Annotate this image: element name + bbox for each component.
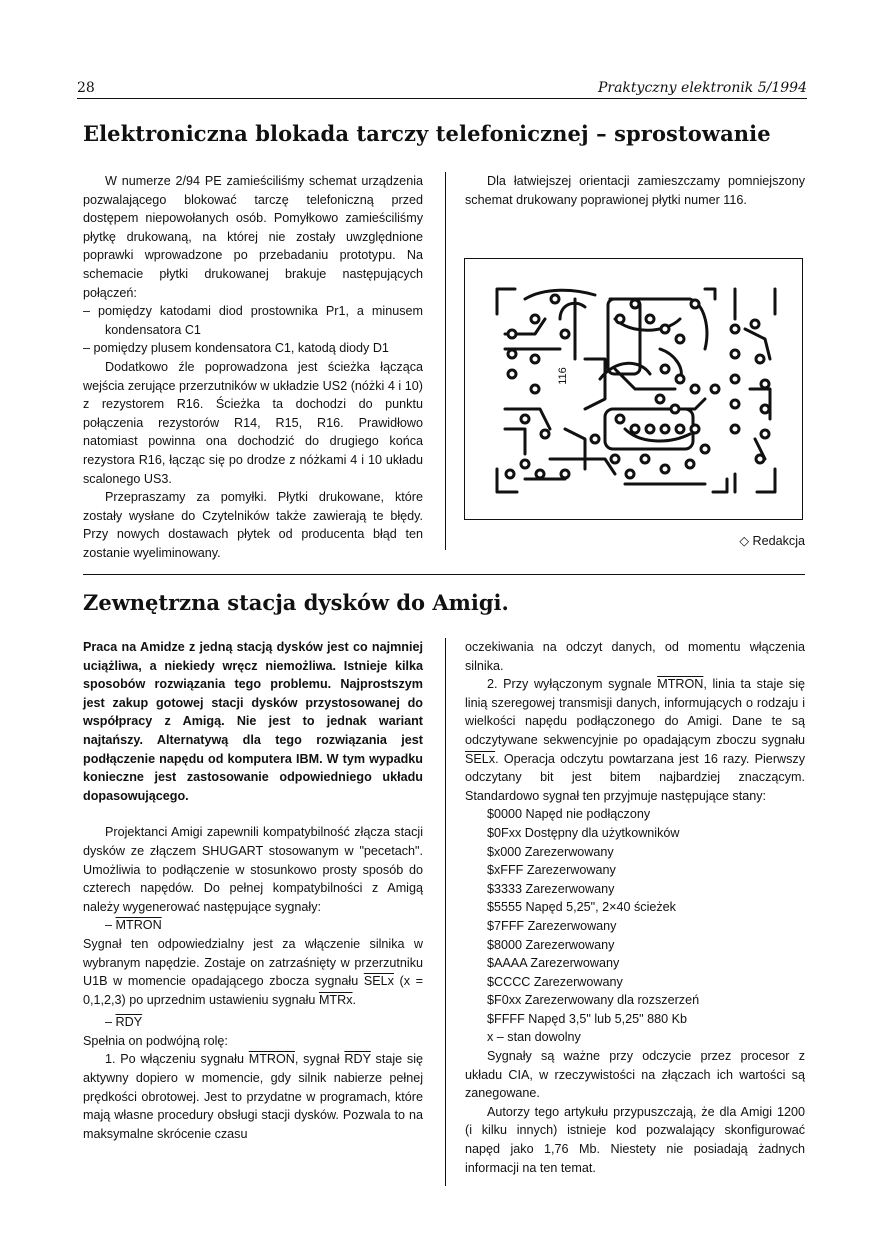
p4-rdy: $\overline{RDY}$ bbox=[344, 1052, 371, 1067]
article2-right-paragraph-1: oczekiwania na odczyt danych, od momentu włączenia silnika. bbox=[465, 640, 805, 673]
signal-mtron-heading bbox=[83, 916, 423, 935]
article2-paragraph-1: Projektanci Amigi zapewnili kompatybilność złącza stacji dysków ze złączem SHUGART stosowanym w "pecetach". Umożliwia to podłączenie w stosunkowo prosty sposób do czterech napędów. Do pełnej kompatybilności z Amigą należy wygenerować następujące sygnały: bbox=[83, 825, 423, 914]
article2-lead: Praca na Amidze z jedną stacją dysków jest co najmniej uciążliwa, a niekiedy wręcz niemożliwa. Istnieje kilka sposobów rozwiązania tego problemu. Najprostszym jest zakup gotowej stacji dysków przystosowanej do współpracy z Amigą. Nie jest to jednak wariant najtańszy. Alternatywą dla tego rozwiązania jest podłączenie napędu od komputera IBM. W tym wypadku konieczne jest zastosowanie odpowiedniego układu dopasowującego. bbox=[83, 640, 423, 803]
drive-code-list bbox=[465, 805, 805, 1047]
r2-text-a: 2. Przy wyłączonym sygnale bbox=[487, 677, 658, 692]
p2-text-b: (x = 0,1,2,3) po uprzednim ustawieniu sygnału bbox=[83, 974, 424, 1007]
signal-rdy-prefix: – bbox=[105, 1015, 116, 1030]
drive-code-item: $CCCC Zarezerwowany bbox=[487, 974, 623, 989]
article1-paragraph-3: Przepraszamy za pomyłki. Płytki drukowane, które zostały wysłane do Czytelników także zawierają te błędy. Przy nowych dostawach płytek od producenta błąd ten zostanie wyeliminowany. bbox=[83, 490, 423, 560]
p4-text-a: 1. Po włączeniu sygnału bbox=[105, 1052, 249, 1067]
page-number: 28 bbox=[77, 80, 95, 96]
r2-mtron: MTRON bbox=[657, 677, 704, 692]
p2-text-a: Sygnał ten odpowiedzialny jest za włączenie silnika w wybranym napędzie. Zostaje on zatrzaśnięty w przerzutniku U1B w momencie opadającego zbocza sygnału bbox=[83, 936, 423, 989]
drive-code-item: $0000 Napęd nie podłączony bbox=[487, 807, 651, 822]
article2-paragraph-4 bbox=[83, 1050, 423, 1143]
article1-title: Elektroniczna blokada tarczy telefonicznej – sprostowanie bbox=[83, 121, 771, 146]
pcb-layout-image bbox=[465, 259, 802, 519]
header-rule bbox=[77, 98, 807, 99]
drive-code-item: $7FFF Zarezerwowany bbox=[487, 918, 617, 933]
article2-right-paragraph-3: Sygnały są ważne przy odczycie przez procesor z układu CIA, w rzeczywistości na złączach ich wartości są zanegowane. bbox=[465, 1049, 805, 1101]
drive-code-item: $x000 Zarezerwowany bbox=[487, 844, 614, 859]
signal-rdy-name: $\overline{RDY}$ bbox=[115, 1015, 143, 1030]
article1-column-divider bbox=[445, 172, 446, 550]
signal-rdy-heading bbox=[83, 1013, 423, 1032]
pcb-figure bbox=[464, 258, 803, 520]
drive-code-item: $0Fxx Dostępny dla użytkowników bbox=[487, 825, 680, 840]
signal-mtron-name: MTRON bbox=[115, 918, 162, 933]
article2-title: Zewnętrzna stacja dysków do Amigi. bbox=[83, 590, 509, 615]
article1-intro: W numerze 2/94 PE zamieściliśmy schemat urządzenia pozwalającego blokować tarczę telefoniczną przed dostępem niepowołanych osób. Pomyłkowo zamieściliśmy płytkę drukowaną, na której nie zostały uwzględnione poprawki wprowadzone po przebadaniu prototypu. Na schemacie płytki drukowanej brakuje następujących połączeń: bbox=[83, 174, 423, 300]
p2-mtrx: MTRx bbox=[318, 992, 353, 1007]
drive-code-item: $3333 Zarezerwowany bbox=[487, 881, 615, 896]
article2-paragraph-3: Spełnia on podwójną rolę: bbox=[83, 1033, 228, 1048]
p4-text-b: , sygnał bbox=[294, 1052, 345, 1067]
p2-text-c: . bbox=[352, 992, 357, 1007]
article1-bullet-2: – pomiędzy plusem kondensatora C1, katodą diody D1 bbox=[83, 341, 389, 356]
p4-mtron: MTRON bbox=[248, 1052, 295, 1067]
r2-selx: SELx bbox=[465, 751, 496, 766]
article2-paragraph-2 bbox=[83, 935, 423, 1009]
p2-selx: SELx bbox=[363, 974, 394, 989]
article1-left-column bbox=[83, 172, 423, 562]
section-divider bbox=[83, 574, 805, 575]
article2-right-paragraph-2 bbox=[465, 675, 805, 805]
drive-code-item: $8000 Zarezerwowany bbox=[487, 937, 615, 952]
signal-mtron-prefix: – bbox=[105, 918, 116, 933]
article2-left-column bbox=[83, 638, 423, 1143]
r2-text-b: , linia ta staje się linią szeregowej transmisji danych, informujących o rodzaju i wielkości napędu podłączonego do Amigi. Dane te są odczytywane sekwencyjnie po opadającym zboczu sygnału bbox=[465, 677, 805, 747]
article1-right-text: Dla łatwiejszej orientacji zamieszczamy pomniejszony schemat drukowany poprawionej płytki numer 116. bbox=[465, 174, 805, 207]
publication-name: Praktyczny elektronik 5/1994 bbox=[597, 80, 807, 96]
article1-bullet-1: – pomiędzy katodami diod prostownika Pr1, a minusem kondensatora C1 bbox=[83, 304, 423, 337]
pcb-number-label: 116 bbox=[556, 367, 569, 385]
article1-signature: ◇ Redakcja bbox=[739, 534, 805, 548]
drive-code-item: $AAAA Zarezerwowany bbox=[487, 956, 620, 971]
article2-right-column bbox=[465, 638, 805, 1177]
article2-column-divider bbox=[445, 638, 446, 1186]
article1-right-column bbox=[465, 172, 805, 209]
article2-right-paragraph-4: Autorzy tego artykułu przypuszczają, że dla Amigi 1200 (i kilku innych) istnieje kod pozwalający skonfigurować napęd jako 1,76 Mb. Niestety nie posiadają żadnych informacji na ten temat. bbox=[465, 1104, 805, 1175]
drive-code-item: $xFFF Zarezerwowany bbox=[487, 863, 616, 878]
drive-code-item: $5555 Napęd 5,25", 2×40 ścieżek bbox=[487, 900, 676, 915]
drive-code-item: $F0xx Zarezerwowany dla rozszerzeń bbox=[487, 993, 700, 1008]
article1-paragraph-2: Dodatkowo źle poprowadzona jest ścieżka łącząca wejścia zerujące przerzutników w układzie US2 (nóżki 4 i 10) z rezystorem R16. Ścieżka ta dochodzi do punktu połączenia rezystorów R14, R15, R16. Prawidłowo natomiast powinna ona dochodzić do drugiego końca rezystora R16, łącząc się po drodze z nóżkami 4 i 10 układu scalonego US3. bbox=[83, 359, 423, 486]
drive-code-item: $FFFF Napęd 3,5" lub 5,25" 880 Kb bbox=[487, 1011, 688, 1026]
r2-text-c: . Operacja odczytu powtarzana jest 16 razy. Pierwszy odczytany bit jest bitem najbardziej znaczącym. Standardowo sygnał ten przyjmuje następujące stany: bbox=[465, 751, 805, 803]
drive-code-note: x – stan dowolny bbox=[487, 1030, 581, 1045]
p4-text-c: staje się aktywny dopiero w momencie, gdy silnik nabierze pełnej prędkości obrotowej. Jest to przydatne w programach, które mają własne procedury obsługi stacji dysków. Pozwala to na maksymalne skrócenie czasu bbox=[83, 1052, 424, 1141]
